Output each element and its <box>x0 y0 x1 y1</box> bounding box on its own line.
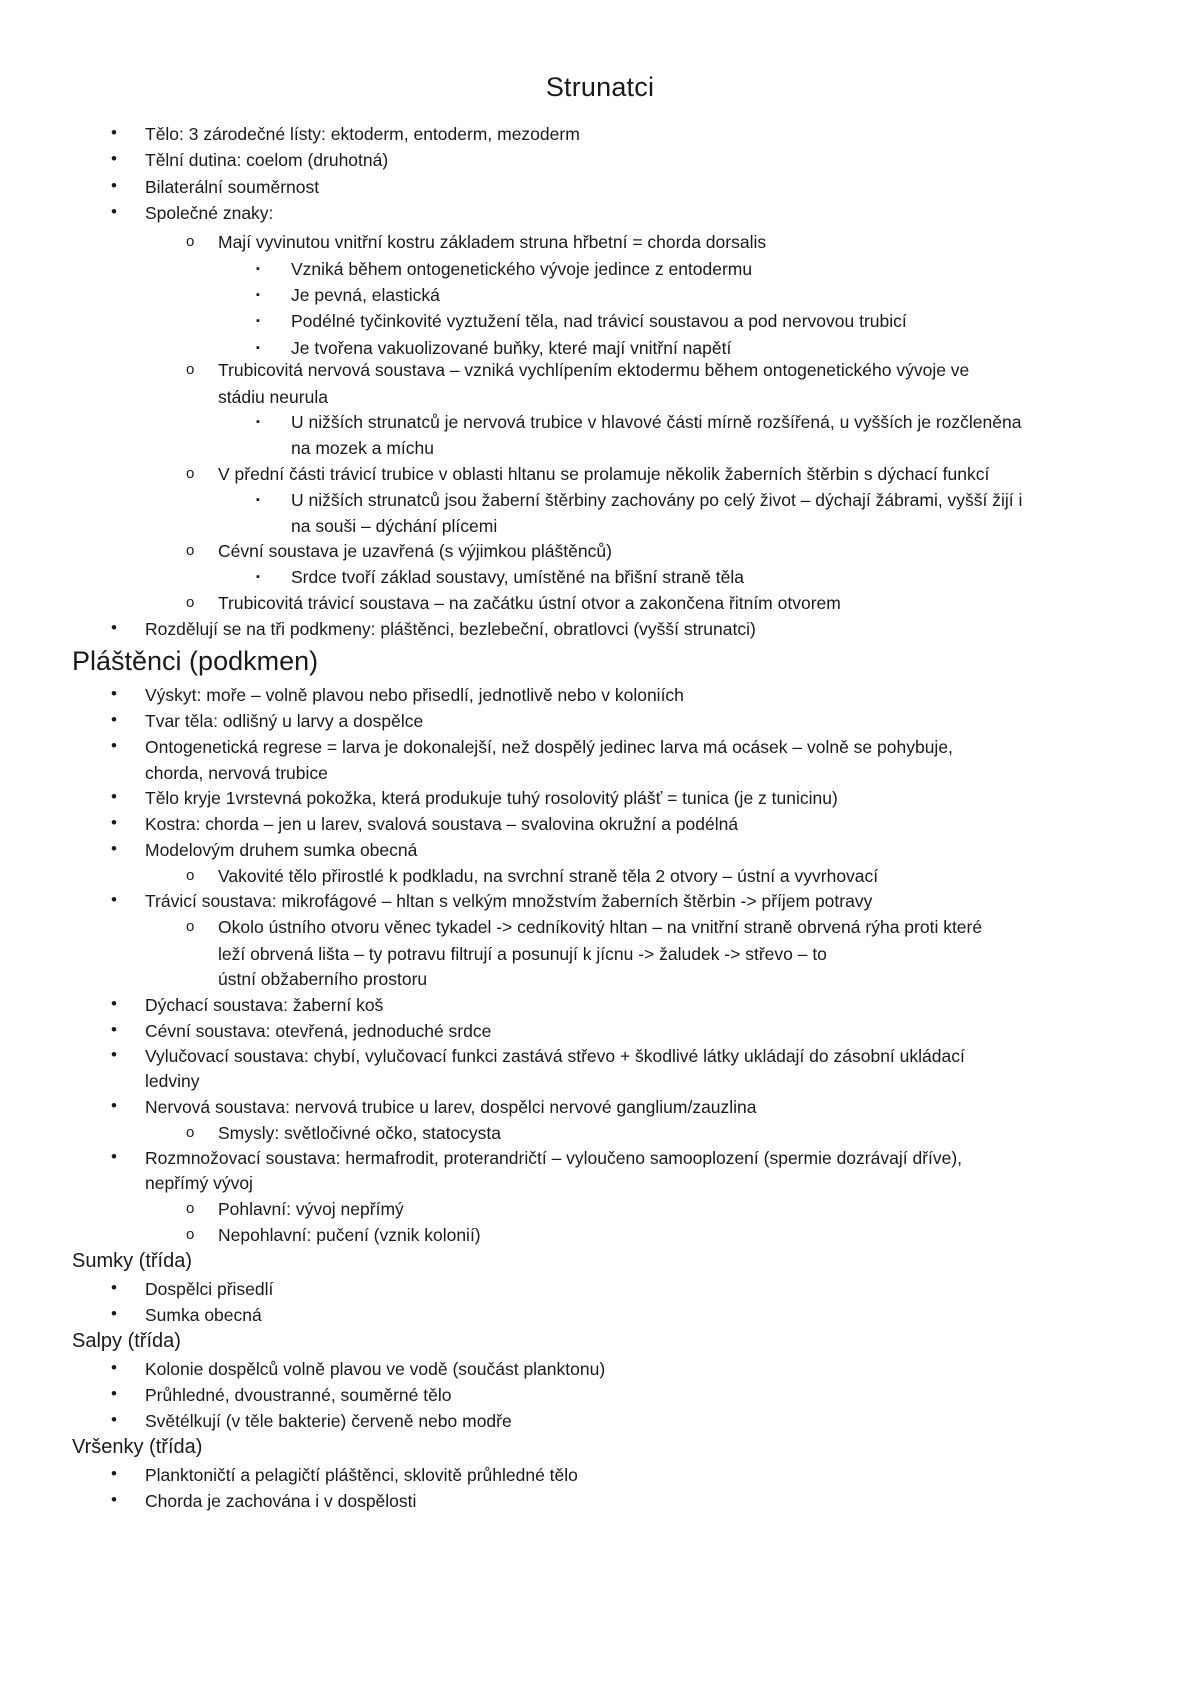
circle-bullet-icon: o <box>186 867 195 884</box>
list-item: Společné znaky: <box>145 203 274 223</box>
list-item: Výskyt: moře – volně plavou nebo přisedlí, jednotlivě nebo v koloniích <box>145 685 684 705</box>
bullet-icon: • <box>111 839 117 858</box>
bullet-icon: • <box>111 1020 117 1039</box>
list-item-continuation: na mozek a míchu <box>291 438 434 458</box>
square-bullet-icon: ▪ <box>256 342 260 354</box>
bullet-icon: • <box>111 736 117 755</box>
bullet-icon: • <box>111 618 117 637</box>
bullet-icon: • <box>111 149 117 168</box>
list-item: Rozdělují se na tři podkmeny: pláštěnci, bezlebeční, obratlovci (vyšší strunatci) <box>145 619 756 639</box>
list-item: U nižších strunatců je nervová trubice v hlavové části mírně rozšířená, u vyšších je rozčleněna <box>291 412 1022 432</box>
square-bullet-icon: ▪ <box>256 263 260 275</box>
list-item-continuation: ledviny <box>145 1071 200 1091</box>
bullet-icon: • <box>111 710 117 729</box>
list-item-continuation: na souši – dýchání plícemi <box>291 516 498 536</box>
section-heading: Salpy (třída) <box>72 1330 181 1352</box>
circle-bullet-icon: o <box>186 918 195 935</box>
bullet-icon: • <box>111 890 117 909</box>
list-item: Rozmnožovací soustava: hermafrodit, proterandričtí – vyloučeno samooplození (spermie dozrávají dříve), <box>145 1148 963 1168</box>
list-item: U nižších strunatců jsou žaberní štěrbiny zachovány po celý život – dýchají žábrami, vyšší žijí i <box>291 490 1023 510</box>
list-item: Sumka obecná <box>145 1305 262 1325</box>
bullet-icon: • <box>111 1096 117 1115</box>
bullet-icon: • <box>111 202 117 221</box>
list-item: Bilaterální souměrnost <box>145 177 320 197</box>
list-item: Dýchací soustava: žaberní koš <box>145 995 384 1015</box>
bullet-icon: • <box>111 684 117 703</box>
list-item: Je pevná, elastická <box>291 285 440 305</box>
list-item: Podélné tyčinkovité vyztužení těla, nad trávicí soustavou a pod nervovou trubicí <box>291 311 907 331</box>
list-item: Vakovité tělo přirostlé k podkladu, na svrchní straně těla 2 otvory – ústní a vyvrhovací <box>218 866 879 886</box>
circle-bullet-icon: o <box>186 1226 195 1243</box>
list-item: V přední části trávicí trubice v oblasti hltanu se prolamuje několik žaberních štěrbin s dýchací funkcí <box>218 464 990 484</box>
list-item-continuation: ústní obžaberního prostoru <box>218 969 428 989</box>
list-item: Planktoničtí a pelagičtí pláštěnci, sklovitě průhledné tělo <box>145 1465 578 1485</box>
list-item: Průhledné, dvoustranné, souměrné tělo <box>145 1385 452 1405</box>
bullet-icon: • <box>111 1278 117 1297</box>
bullet-icon: • <box>111 1147 117 1166</box>
list-item-continuation: leží obrvená lišta – ty potravu filtrují a posunují k jícnu -> žaludek -> střevo – to <box>218 944 827 964</box>
circle-bullet-icon: o <box>186 233 195 250</box>
list-item: Mají vyvinutou vnitřní kostru základem struna hřbetní = chorda dorsalis <box>218 232 767 252</box>
list-item: Tvar těla: odlišný u larvy a dospělce <box>145 711 424 731</box>
bullet-icon: • <box>111 123 117 142</box>
list-item: Okolo ústního otvoru věnec tykadel -> cedníkovitý hltan – na vnitřní straně obrvená rýha proti které <box>218 917 983 937</box>
circle-bullet-icon: o <box>186 594 195 611</box>
bullet-icon: • <box>111 1490 117 1509</box>
circle-bullet-icon: o <box>186 1200 195 1217</box>
circle-bullet-icon: o <box>186 361 195 378</box>
list-item: Modelovým druhem sumka obecná <box>145 840 418 860</box>
bullet-icon: • <box>111 1410 117 1429</box>
bullet-icon: • <box>111 994 117 1013</box>
circle-bullet-icon: o <box>186 542 195 559</box>
bullet-icon: • <box>111 787 117 806</box>
section-heading: Vršenky (třída) <box>72 1436 203 1458</box>
list-item: Smysly: světločivné očko, statocysta <box>218 1123 502 1143</box>
circle-bullet-icon: o <box>186 465 195 482</box>
bullet-icon: • <box>111 1045 117 1064</box>
square-bullet-icon: ▪ <box>256 494 260 506</box>
list-item: Nepohlavní: pučení (vznik kolonií) <box>218 1225 481 1245</box>
square-bullet-icon: ▪ <box>256 289 260 301</box>
list-item: Trubicovitá nervová soustava – vzniká vychlípením ektodermu během ontogenetického vývoje ve <box>218 360 970 380</box>
list-item-continuation: nepřímý vývoj <box>145 1173 253 1193</box>
list-item: Chorda je zachována i v dospělosti <box>145 1491 417 1511</box>
bullet-icon: • <box>111 1304 117 1323</box>
list-item: Ontogenetická regrese = larva je dokonalejší, než dospělý jedinec larva má ocásek – volně se pohybuje, <box>145 737 953 757</box>
list-item: Kostra: chorda – jen u larev, svalová soustava – svalovina okružní a podélná <box>145 814 739 834</box>
list-item: Tělo: 3 zárodečné lísty: ektoderm, entoderm, mezoderm <box>145 124 580 144</box>
section-heading: Sumky (třída) <box>72 1250 193 1272</box>
list-item: Nervová soustava: nervová trubice u larev, dospělci nervové ganglium/zauzlina <box>145 1097 757 1117</box>
bullet-icon: • <box>111 1358 117 1377</box>
bullet-icon: • <box>111 813 117 832</box>
list-item: Pohlavní: vývoj nepřímý <box>218 1199 404 1219</box>
square-bullet-icon: ▪ <box>256 571 260 583</box>
list-item: Tělní dutina: coelom (druhotná) <box>145 150 389 170</box>
list-item: Vzniká během ontogenetického vývoje jedince z entodermu <box>291 259 753 279</box>
list-item-continuation: chorda, nervová trubice <box>145 763 328 783</box>
bullet-icon: • <box>111 1384 117 1403</box>
list-item: Vylučovací soustava: chybí, vylučovací funkci zastává střevo + škodlivé látky ukládají do zásobní ukládací <box>145 1046 965 1066</box>
list-item: Cévní soustava: otevřená, jednoduché srdce <box>145 1021 492 1041</box>
list-item: Kolonie dospělců volně plavou ve vodě (součást planktonu) <box>145 1359 606 1379</box>
list-item: Trubicovitá trávicí soustava – na začátku ústní otvor a zakončena řitním otvorem <box>218 593 841 613</box>
list-item: Cévní soustava je uzavřená (s výjimkou pláštěnců) <box>218 541 612 561</box>
list-item: Dospělci přisedlí <box>145 1279 274 1299</box>
list-item: Srdce tvoří základ soustavy, umístěné na břišní straně těla <box>291 567 744 587</box>
bullet-icon: • <box>111 1464 117 1483</box>
list-item-continuation: stádiu neurula <box>218 387 328 407</box>
list-item: Tělo kryje 1vrstevná pokožka, která produkuje tuhý rosolovitý plášť = tunica (je z tunicinu) <box>145 788 838 808</box>
square-bullet-icon: ▪ <box>256 315 260 327</box>
bullet-icon: • <box>111 176 117 195</box>
section-heading: Pláštěnci (podkmen) <box>72 646 319 676</box>
page-title: Strunatci <box>545 72 655 102</box>
list-item: Světélkují (v těle bakterie) červeně nebo modře <box>145 1411 512 1431</box>
list-item: Trávicí soustava: mikrofágové – hltan s velkým množstvím žaberních štěrbin -> příjem potravy <box>145 891 873 911</box>
square-bullet-icon: ▪ <box>256 416 260 428</box>
circle-bullet-icon: o <box>186 1124 195 1141</box>
list-item: Je tvořena vakuolizované buňky, které mají vnitřní napětí <box>291 338 732 358</box>
